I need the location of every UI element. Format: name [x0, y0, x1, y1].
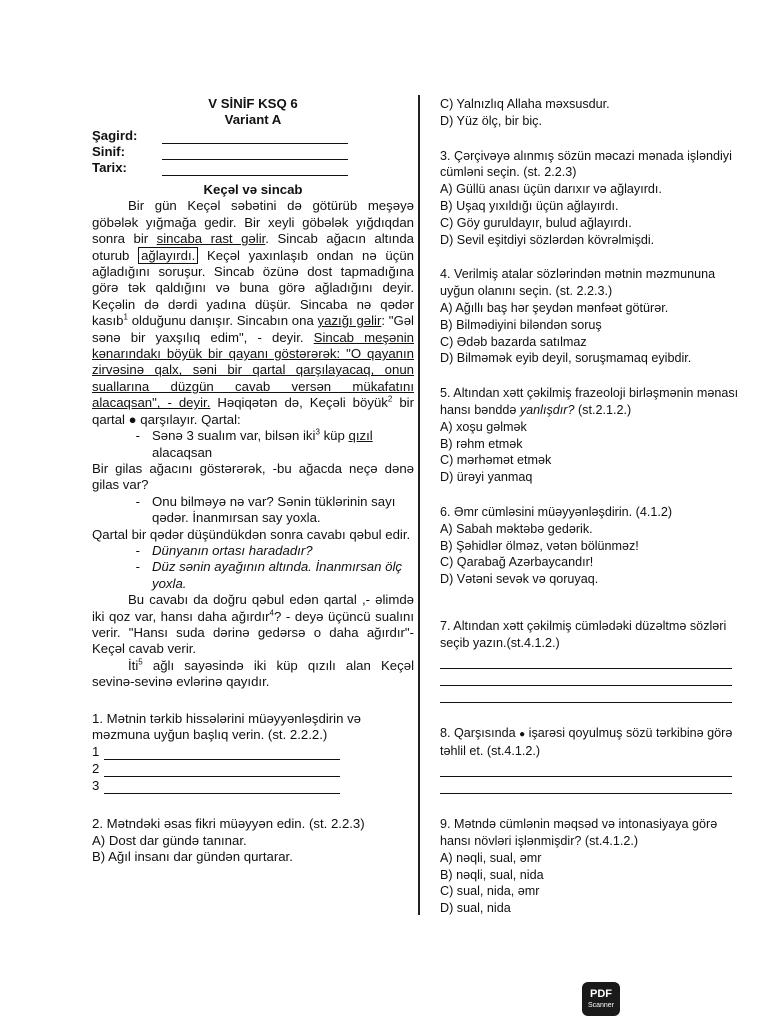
footnote-mark: 4 [269, 608, 274, 618]
question-1 [92, 711, 414, 795]
text-run: ağlı sayəsində iki küp qızılı alan Keçəl sevinə-sevinə evlərinə qayıdır. [92, 657, 414, 690]
footnote-mark: 1 [123, 312, 128, 322]
story-paragraph-2: Bir gilas ağacını göstərərək, -bu ağacda neçə dənə gilas var? [92, 460, 414, 493]
right-column [440, 96, 740, 917]
student-line [162, 132, 348, 144]
text-run: (st.2.1.2.) [574, 402, 632, 417]
answer-line[interactable] [92, 760, 414, 777]
text-run: Həqiqətən də, Keçəli böyük [210, 395, 388, 411]
question-4-text: 4. Verilmiş atalar sözlərindən mətnin məzmununa uyğun olanını seçin. (st. 2.2.3.) [440, 267, 716, 299]
story-title: Keçəl və sincab [203, 182, 303, 197]
text-run: olduğunu danışır. Sincabın ona [127, 313, 318, 329]
option-a[interactable]: A) Dost dar gündə tanınar. [92, 832, 247, 848]
text-run: Keçəl yaxınlaşıb ondan nə üçün ağladığını soruşur. Sincab özünə dost tapmadığına görə tək qaldığını və buna görə ağladığını deyir. Keçəlin də dərdi yadına düşür. Sincaba nə qədər kasıb [92, 247, 415, 329]
blank-line[interactable] [104, 781, 340, 794]
option-d[interactable]: D) Sevil eşitdiyi sözlərdən kövrəlmişdi. [440, 232, 655, 247]
option-b[interactable]: B) Uşaq yıxıldığı üçün ağlayırdı. [440, 198, 619, 213]
left-column [92, 96, 414, 866]
dash-mark: - [135, 428, 140, 444]
question-5-text [440, 385, 740, 419]
class-label: Sinif: [92, 143, 125, 159]
option-a[interactable]: A) Güllü anası üçün darıxır və ağlayırdı. [440, 182, 662, 197]
answer-line[interactable] [440, 760, 732, 777]
option-c[interactable]: C) Ədəb bazarda satılmaz [440, 334, 587, 349]
variant-label: Variant A [224, 112, 282, 127]
option-b[interactable]: B) Ağıl insanı dar gündən qurtarar. [92, 849, 293, 865]
class-field [92, 144, 414, 160]
option-d[interactable]: D) Bilməmək eyib deyil, soruşmamaq eyibdir. [440, 351, 692, 366]
dialogue-line [92, 543, 414, 559]
framed-word: ağlayırdı. [138, 247, 198, 264]
dash-mark: - [135, 559, 140, 575]
dialogue-line [92, 559, 414, 592]
option-a[interactable]: A) Sabah məktəbə gedərik. [440, 521, 593, 536]
text-run: Onu bilməyə nə var? Sənin tüklərinin sayı qədər. İnanmırsan say yoxla. [152, 493, 396, 526]
question-8-text [440, 725, 740, 761]
story-paragraph-5 [92, 658, 414, 691]
line-number: 1 [92, 744, 100, 759]
question-6 [440, 504, 740, 588]
student-field [92, 128, 414, 144]
text-run: Bu cavabı da doğru qəbul edən qartal ,- əlimdə iki qoz var, hansı daha ağırdır [92, 592, 414, 624]
option-d[interactable]: D) ürəyi yanmaq [440, 470, 533, 485]
answer-line[interactable] [92, 777, 414, 794]
bullet-icon: ● [519, 728, 526, 740]
text-run: alacaqsan [152, 444, 213, 460]
option-c[interactable]: C) mərhəmət etmək [440, 453, 552, 468]
option-b[interactable]: B) Şəhidlər ölməz, vətən bölünməz! [440, 538, 639, 553]
text-run: Dünyanın ortası haradadır? [152, 542, 313, 558]
answer-line[interactable] [92, 743, 414, 760]
date-label: Tarix: [92, 159, 127, 175]
story-paragraph-4 [92, 592, 414, 658]
option-a[interactable]: A) Ağıllı baş hər şeydən mənfəət götürər. [440, 300, 669, 315]
text-run: 5. Altından xətt çəkilmiş frazeoloji birləşmənin mənası hansı bənddə [440, 386, 739, 417]
footnote-mark: 5 [138, 657, 143, 667]
question-4 [440, 266, 740, 367]
text-run: küp [319, 428, 349, 444]
logo-text: PDF [590, 988, 612, 1000]
text-run: işarəsi qoyulmuş sözü tərkibinə görə təhlil et. (st.4.1.2.) [440, 725, 733, 759]
option-c[interactable]: C) sual, nida, əmr [440, 884, 540, 899]
option-c[interactable]: C) Qarabağ Azərbaycandır! [440, 555, 594, 570]
option-b[interactable]: B) nəqli, sual, nida [440, 867, 544, 882]
answer-line[interactable] [440, 652, 732, 669]
text-run: bir qartal ● qarşılayır. Qartal: [92, 395, 414, 427]
footnote-mark: 3 [315, 427, 320, 437]
underlined-word: qızıl [348, 428, 373, 444]
question-3 [440, 148, 740, 249]
text-run: Düz sənin ayağının altında. İnanmırsan ölç yoxla. [152, 559, 402, 591]
footnote-mark: 2 [387, 394, 393, 404]
story-paragraph-3: Qartal bir qədər düşündükdən sonra cavabı qəbul edir. [92, 526, 411, 542]
option-d[interactable]: D) Vətəni sevək və qoruyaq. [440, 572, 599, 587]
option-b[interactable]: B) rəhm etmək [440, 436, 523, 451]
blank-line[interactable] [104, 764, 340, 777]
blank-line[interactable] [104, 747, 340, 760]
text-run: 8. Qarşısında [440, 725, 520, 740]
dialogue-line [92, 428, 414, 461]
question-5 [440, 385, 740, 486]
date-line [162, 164, 348, 176]
story-paragraph-1 [92, 198, 414, 428]
option-d[interactable]: D) Yüz ölç, bir biç. [440, 113, 542, 128]
option-b[interactable]: B) Bilmədiyini biləndən soruş [440, 317, 602, 332]
page-title: V SİNİF KSQ 6 [208, 96, 298, 111]
question-7 [440, 618, 740, 703]
pdf-scanner-logo [582, 982, 620, 1016]
text-run: ? - deyə üçüncü sualını verir. "Hansı suda dərinə gedərsə o daha ağırdır"- Keçəl cavab verir. [92, 608, 414, 657]
question-9-text: 9. Mətndə cümlənin məqsəd və intonasiyaya görə hansı növləri işlənmişdir? (st.4.1.2.) [440, 817, 718, 848]
text-run: Sənə 3 sualım var, bilsən iki [152, 428, 316, 444]
dash-mark: - [135, 542, 140, 558]
text-run: . Sincab ağacın altında oturub [92, 231, 414, 263]
question-7-text: 7. Altından xətt çəkilmiş cümlədəki düzəltmə sözləri seçib yazın.(st.4.1.2.) [440, 618, 727, 650]
question-8 [440, 725, 740, 795]
line-number: 3 [92, 778, 100, 793]
line-number: 2 [92, 761, 100, 776]
answer-line[interactable] [440, 686, 732, 703]
italic-word: yanlışdır? [519, 402, 575, 417]
underlined-text: sincaba rast gəlir [156, 231, 266, 247]
answer-line[interactable] [440, 777, 732, 794]
text-run: İti [128, 657, 139, 673]
text-run: Bir gün Keçəl səbətini də götürüb meşəyə göbələk yığmağa gedir. Bir xeyli göbələk yığdıqdan sonra bir [92, 198, 414, 247]
option-a[interactable]: A) nəqli, sual, əmr [440, 850, 542, 865]
question-9 [440, 816, 740, 917]
logo-subtext: Scanner [587, 1002, 615, 1009]
student-label: Şagird: [92, 127, 138, 143]
option-c[interactable]: C) Göy guruldayır, bulud ağlayırdı. [440, 215, 632, 230]
question-3-text: 3. Çərçivəyə alınmış sözün məcazi mənada işləndiyi cümləni seçin. (st. 2.2.3) [440, 148, 732, 180]
dialogue-line [92, 494, 414, 527]
option-d[interactable]: D) sual, nida [440, 901, 511, 916]
dash-mark: - [135, 493, 140, 509]
question-1-text: 1. Mətnin tərkib hissələrini müəyyənləşdirin və məzmuna uyğun başlıq verin. (st. 2.2.2.) [92, 710, 361, 742]
answer-line[interactable] [440, 669, 732, 686]
underlined-sentence: Sincab meşənin kənarındakı böyük bir qayanı göstərərək: "O qayanın zirvəsinə qalx, səni bir qartal qarşılayacaq, onun suallarına düzgün cavab versən mükafatını alacaqsan", - deyir. [92, 329, 414, 411]
question-2 [92, 816, 414, 865]
underlined-phrase: yazığı gəlir [317, 313, 382, 329]
option-a[interactable]: A) xoşu gəlmək [440, 419, 527, 434]
option-c[interactable]: C) Yalnızlıq Allaha məxsusdur. [440, 97, 610, 111]
question-2-text: 2. Mətndəki əsas fikri müəyyən edin. (st. 2.2.3) [92, 816, 365, 832]
column-divider [418, 95, 420, 915]
date-field [92, 160, 414, 176]
question-6-text: 6. Əmr cümləsini müəyyənləşdirin. (4.1.2) [440, 504, 673, 519]
text-run: : "Gəl sənə bir yaxşılıq edim", - deyir. [92, 313, 414, 345]
class-line [162, 148, 348, 160]
